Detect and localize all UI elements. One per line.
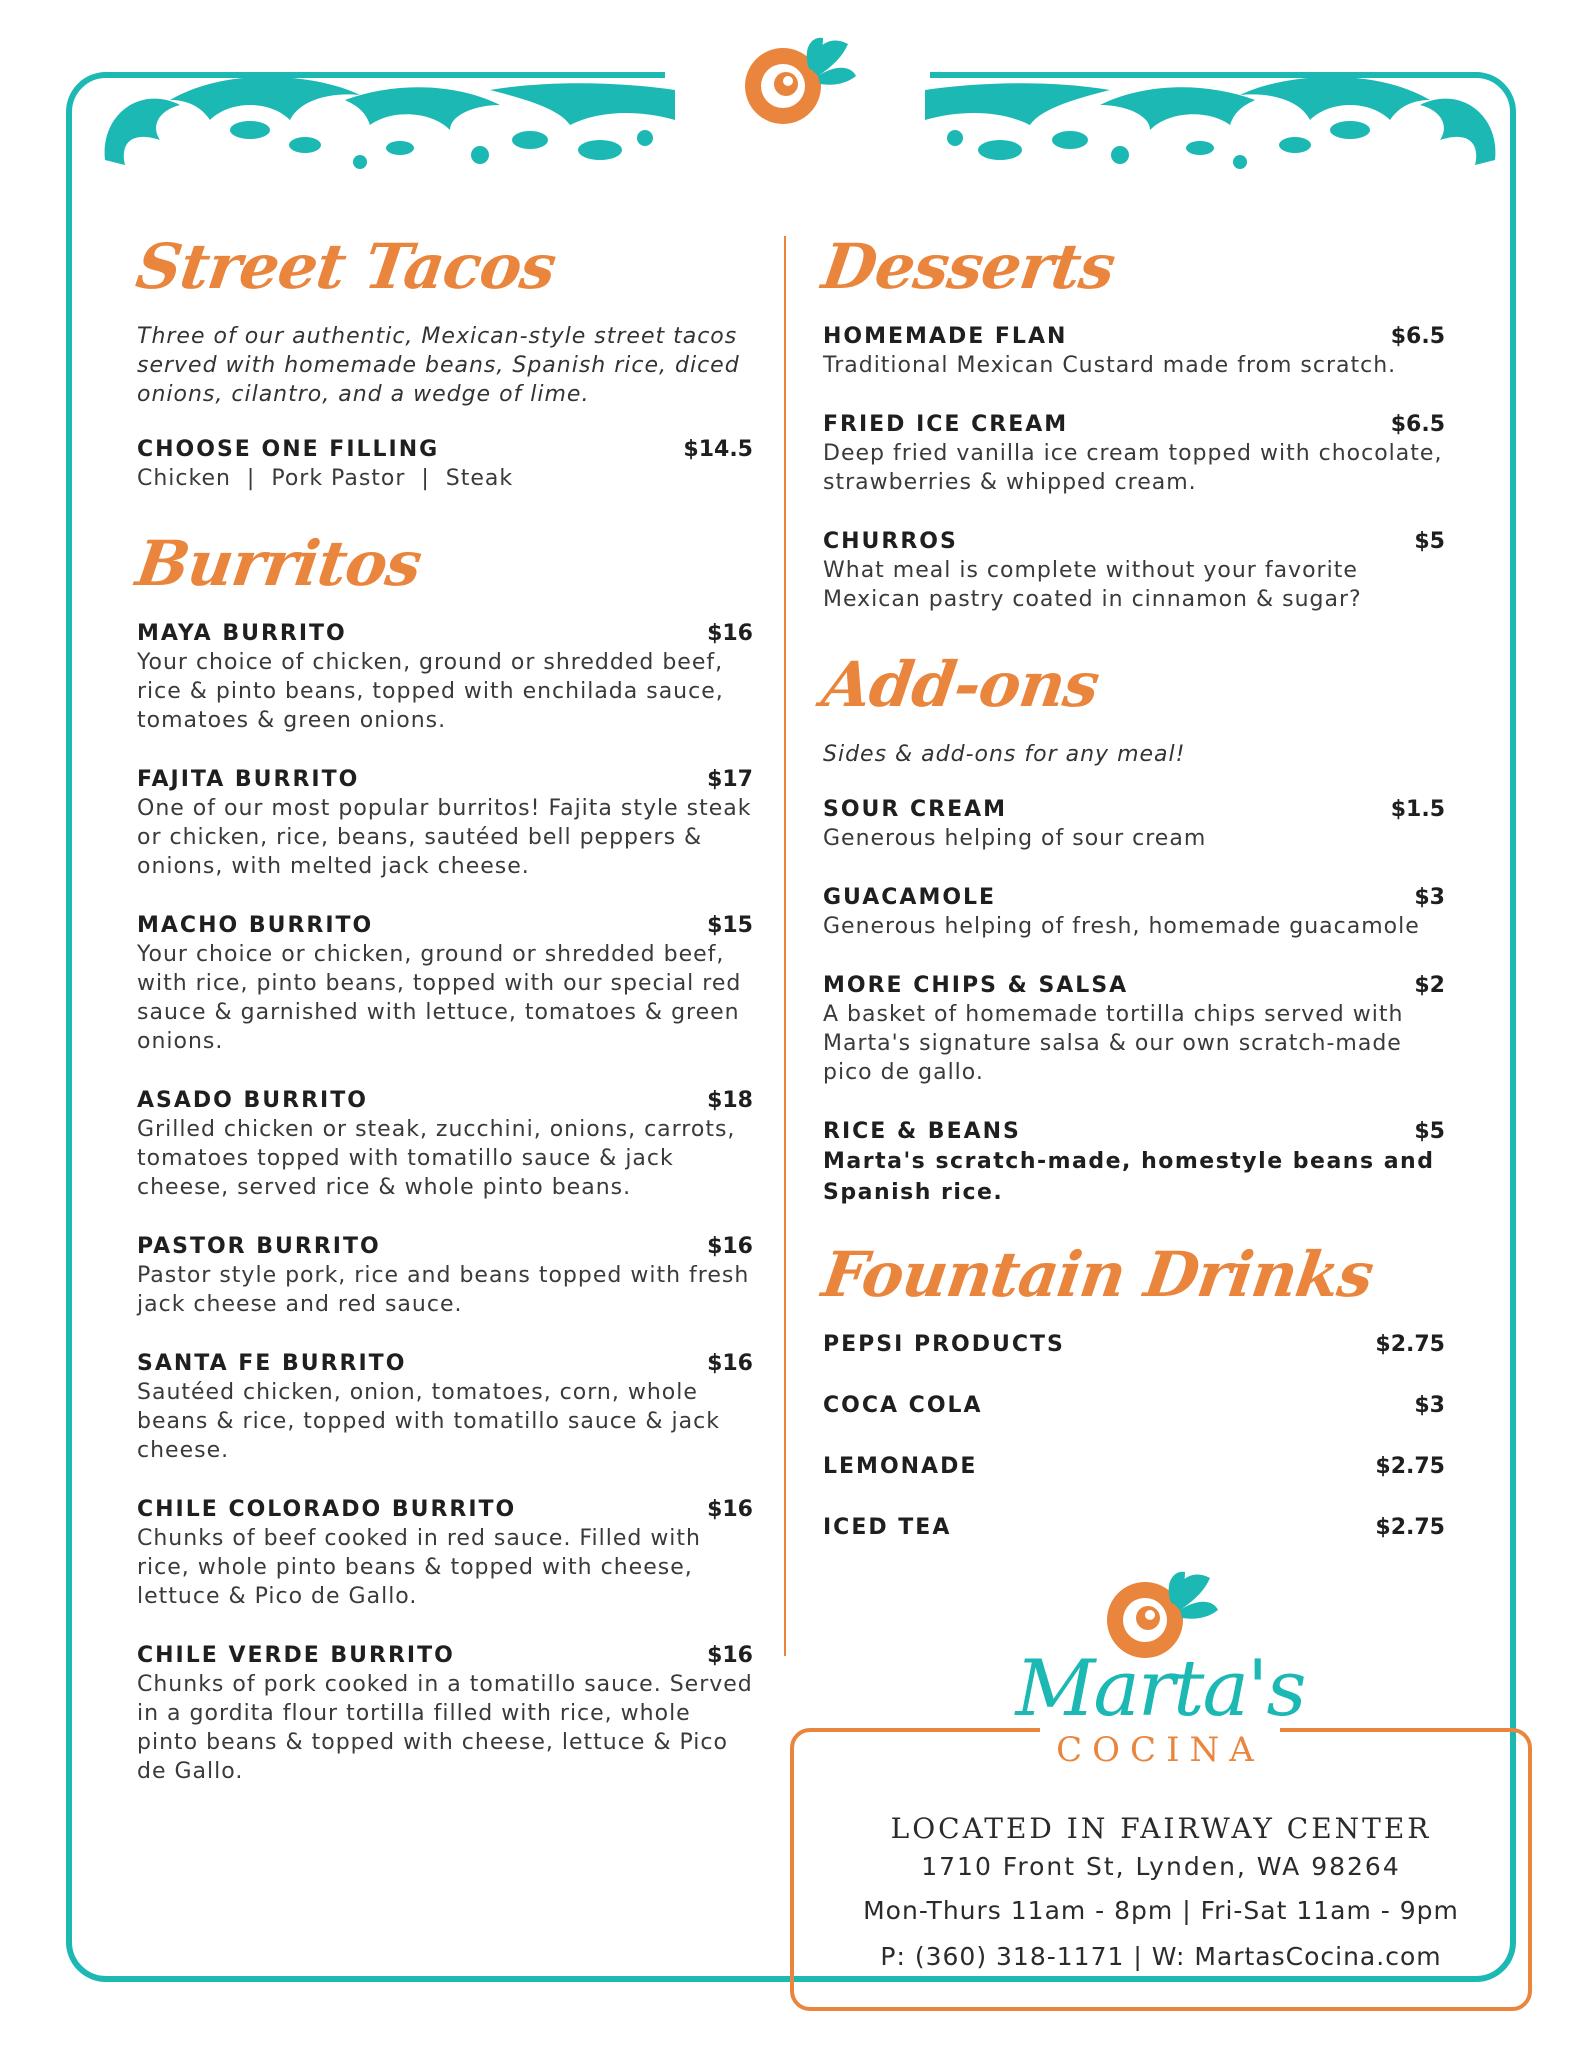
item-price: $2.75 [1375, 1515, 1445, 1540]
item-price: $16 [707, 1643, 753, 1668]
item-name: FRIED ICE CREAM [823, 412, 1069, 437]
menu-item [137, 1495, 753, 1611]
item-name: PASTOR BURRITO [137, 1234, 381, 1259]
drink-item [823, 1391, 1445, 1420]
item-price: $16 [707, 1351, 753, 1376]
column-divider [784, 236, 786, 1656]
item-name: MAYA BURRITO [137, 621, 347, 646]
menu-item [823, 883, 1445, 941]
brand-sub: COCINA [1056, 1730, 1264, 1770]
desserts-title: Desserts [817, 230, 1119, 303]
item-desc: Grilled chicken or steak, zucchini, onions, carrots, tomatoes topped with tomatillo sauce & jack cheese, served rice & whole pinto beans. [137, 1117, 736, 1200]
item-desc: What meal is complete without your favorite Mexican pastry coated in cinnamon & sugar? [823, 558, 1362, 612]
item-price: $2.75 [1375, 1332, 1445, 1357]
item-price: $6.5 [1390, 324, 1445, 349]
drink-item [823, 1452, 1445, 1481]
item-name: SOUR CREAM [823, 797, 1008, 822]
item-name: LEMONADE [823, 1454, 978, 1479]
item-desc: Traditional Mexican Custard made from scratch. [823, 353, 1397, 378]
drink-item [823, 1330, 1445, 1359]
item-name: MACHO BURRITO [137, 913, 374, 938]
burritos-title: Burritos [131, 527, 426, 600]
item-name: CHILE VERDE BURRITO [137, 1643, 455, 1668]
item-desc: Chunks of pork cooked in a tomatillo sauce. Served in a gordita flour tortilla filled with rice, whole pinto beans & topped with cheese, lettuce & Pico de Gallo. [137, 1672, 753, 1784]
menu-item [137, 1086, 753, 1202]
item-desc: Sautéed chicken, onion, tomatoes, corn, whole beans & rice, topped with tomatillo sauce & jack cheese. [137, 1380, 720, 1463]
item-price: $2 [1414, 973, 1445, 998]
item-desc: Pastor style pork, rice and beans topped with fresh jack cheese and red sauce. [137, 1263, 750, 1317]
item-name: SANTA FE BURRITO [137, 1351, 407, 1376]
item-desc: Generous helping of fresh, homemade guacamole [823, 914, 1420, 939]
teal-swirl-left-decoration [100, 70, 680, 180]
item-desc: Your choice or chicken, ground or shredded beef, with rice, pinto beans, topped with our special red sauce & garnished with lettuce, tomatoes & green onions. [137, 942, 742, 1054]
drinks-title: Fountain Drinks [817, 1238, 1378, 1311]
right-column [817, 230, 1445, 1574]
location-text: LOCATED IN FAIRWAY CENTER [890, 1812, 1432, 1845]
item-price: $17 [707, 767, 753, 792]
item-price: $18 [707, 1088, 753, 1113]
left-column [131, 230, 753, 1816]
menu-item [823, 971, 1445, 1087]
item-name: FAJITA BURRITO [137, 767, 360, 792]
menu-item [137, 1232, 753, 1319]
address-text: 1710 Front St, Lynden, WA 98264 [921, 1852, 1401, 1881]
item-desc: Marta's scratch-made, homestyle beans and Spanish rice. [823, 1149, 1435, 1205]
item-price: $5 [1414, 529, 1445, 554]
item-price: $16 [707, 621, 753, 646]
item-name: CHURROS [823, 529, 958, 554]
item-desc: One of our most popular burritos! Fajita style steak or chicken, rice, beans, sautéed bell peppers & onions, with melted jack cheese. [137, 796, 752, 879]
addons-intro: Sides & add-ons for any meal! [823, 742, 1186, 767]
menu-item [137, 619, 753, 735]
menu-item [137, 1349, 753, 1465]
item-desc: Generous helping of sour cream [823, 826, 1207, 851]
item-desc: A basket of homemade tortilla chips served with Marta's signature salsa & our own scratch-made pico de gallo. [823, 1002, 1404, 1085]
item-price: $1.5 [1390, 797, 1445, 822]
item-price: $2.75 [1375, 1454, 1445, 1479]
item-desc: Chicken | Pork Pastor | Steak [137, 466, 514, 491]
brand-logo [985, 1644, 1335, 1770]
item-desc: Your choice of chicken, ground or shredded beef, rice & pinto beans, topped with enchilada sauce, tomatoes & green onions. [137, 650, 724, 733]
menu-item [823, 410, 1445, 497]
street-tacos-title: Street Tacos [131, 230, 560, 303]
hours-text: Mon-Thurs 11am - 8pm | Fri-Sat 11am - 9pm [863, 1896, 1459, 1925]
item-name: RICE & BEANS [823, 1119, 1021, 1144]
item-price: $16 [707, 1234, 753, 1259]
item-price: $15 [707, 913, 753, 938]
item-name: PEPSI PRODUCTS [823, 1332, 1065, 1357]
menu-item [137, 435, 753, 493]
menu-item [823, 322, 1445, 380]
drink-item [823, 1513, 1445, 1542]
item-name: GUACAMOLE [823, 885, 997, 910]
item-name: MORE CHIPS & SALSA [823, 973, 1129, 998]
item-desc: Chunks of beef cooked in red sauce. Filled with rice, whole pinto beans & topped with cheese, lettuce & Pico de Gallo. [137, 1526, 701, 1609]
item-price: $5 [1414, 1119, 1445, 1144]
teal-swirl-right-decoration [920, 70, 1500, 180]
brand-name: Marta's [1015, 1644, 1305, 1734]
menu-item [137, 1641, 753, 1786]
item-name: ASADO BURRITO [137, 1088, 368, 1113]
menu-item [823, 795, 1445, 853]
item-name: CHILE COLORADO BURRITO [137, 1497, 517, 1522]
item-name: HOMEMADE FLAN [823, 324, 1068, 349]
menu-item [137, 765, 753, 881]
contact-text: P: (360) 318-1171 | W: MartasCocina.com [880, 1942, 1442, 1971]
menu-item [137, 911, 753, 1056]
item-price: $14.5 [683, 437, 753, 462]
restaurant-info [790, 1810, 1532, 1980]
item-name: ICED TEA [823, 1515, 952, 1540]
item-name: CHOOSE ONE FILLING [137, 437, 440, 462]
flower-logo-icon [738, 36, 856, 128]
menu-item [823, 1117, 1445, 1208]
item-price: $3 [1414, 885, 1445, 910]
item-price: $3 [1414, 1393, 1445, 1418]
menu-item [823, 527, 1445, 614]
street-tacos-intro: Three of our authentic, Mexican-style street tacos served with homemade beans, Spanish rice, diced onions, cilantro, and a wedge of lime. [137, 324, 740, 407]
item-name: COCA COLA [823, 1393, 983, 1418]
item-price: $16 [707, 1497, 753, 1522]
addons-title: Add-ons [817, 648, 1104, 721]
item-desc: Deep fried vanilla ice cream topped with chocolate, strawberries & whipped cream. [823, 441, 1443, 495]
item-price: $6.5 [1390, 412, 1445, 437]
